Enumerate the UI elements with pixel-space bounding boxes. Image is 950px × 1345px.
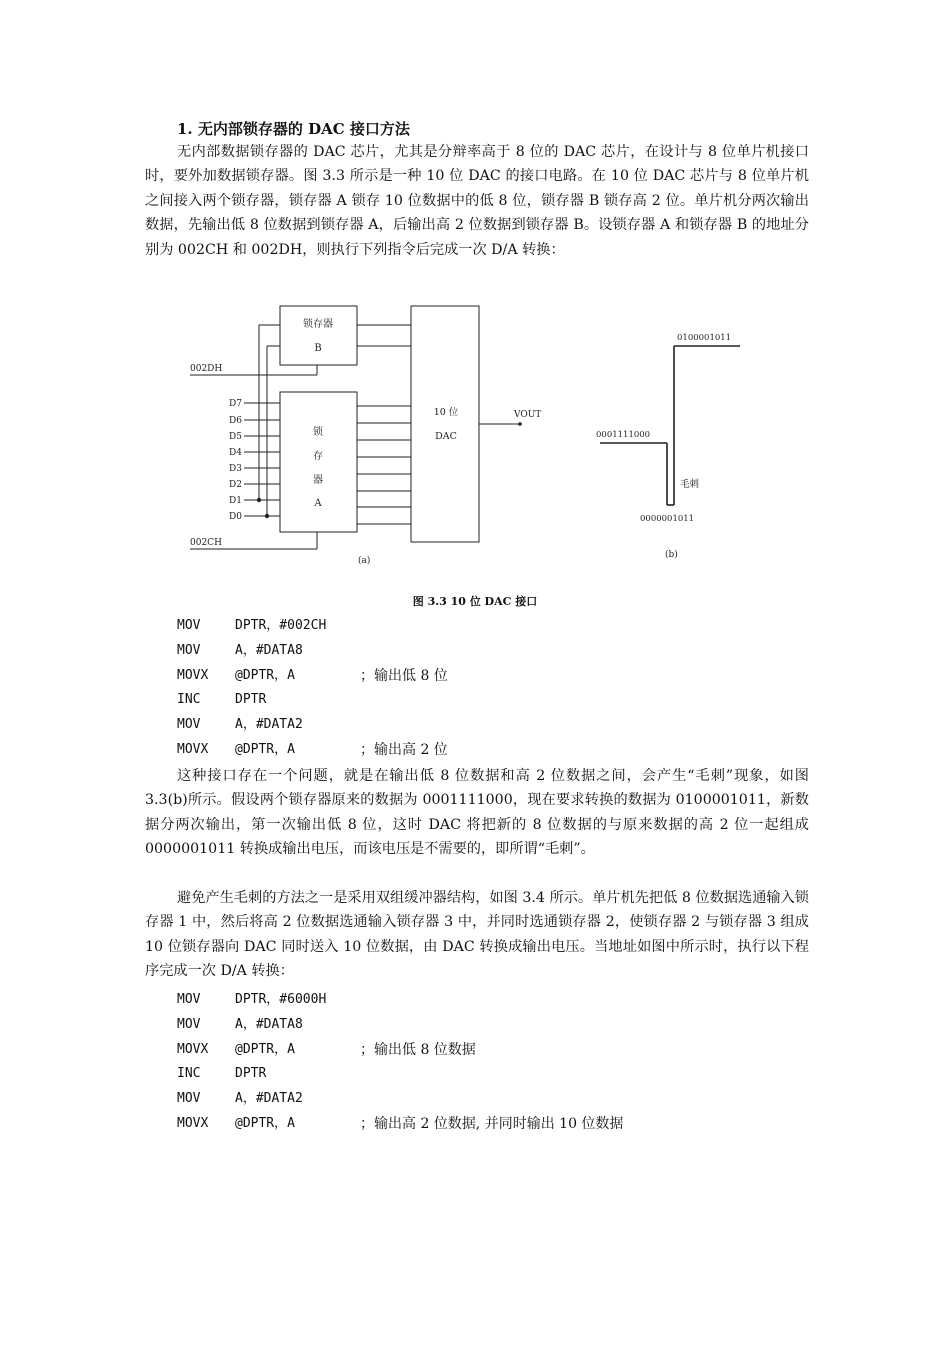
code-op: INC xyxy=(177,692,201,708)
latch-a-char-3: 器 xyxy=(313,475,323,486)
code-op: MOV xyxy=(177,618,201,633)
paragraph-glitch xyxy=(145,764,809,862)
waveform-old-value: 0001111000 xyxy=(596,430,651,440)
latch-b-box xyxy=(280,306,357,365)
paragraph-intro-text: 无内部数据锁存器的 DAC 芯片，尤其是分辩率高于 8 位的 DAC 芯片，在设计与 8 位单片机接口时，要外加数据锁存器。图 3.3 所示是一种 10 位 DAC 的接口电路。在 10 位 DAC 芯片与 8 位单片机之间接入两个锁存器，锁存器 A 锁存 10 位数据中的低 8 位，锁存器 B 锁存高 2 位。单片机分两次输出数据，先输出低 8 位数据到锁存器 A，后输出高 2 位数据到锁存器 B。设锁存器 A 和锁存器 B 的地址分别为 002CH 和 002DH，则执行下列指令后完成一次 D/A 转换： xyxy=(145,144,809,258)
code-op: MOVX xyxy=(177,1115,209,1131)
figure-dac-interface xyxy=(180,298,740,573)
code-comment: ；输出高 2 位 xyxy=(360,741,448,758)
data-line-label: D2 xyxy=(229,480,242,490)
data-line-label: D7 xyxy=(229,399,242,409)
code-arg: A，#DATA2 xyxy=(235,717,303,733)
data-line-label: D6 xyxy=(229,416,242,426)
code-arg: A，#DATA8 xyxy=(235,1016,303,1032)
glitch-label: 毛刺 xyxy=(680,479,700,490)
code-op: MOV xyxy=(177,1016,201,1032)
code-op: MOV xyxy=(177,642,201,658)
code-op: MOVX xyxy=(177,741,209,757)
data-line-label: D5 xyxy=(229,432,242,442)
paragraph-glitch-text: 这种接口存在一个问题，就是在输出低 8 位数据和高 2 位数据之间，会产生“毛刺”现象，如图 3.3(b)所示。假设两个锁存器原来的数据为 0001111000，现在要求转换的数据为 0100001011，新数据分两次输出，第一次输出低 8 位，这时 DAC 将把新的 8 位数据的与原来数据的高 2 位一起组成 0000001011 转换成输出电压，而该电压是不需要的，即所谓“毛刺”。 xyxy=(145,768,809,858)
code-op: MOVX xyxy=(177,667,209,683)
code-arg: DPTR xyxy=(235,1066,267,1082)
latch-a-box xyxy=(280,392,357,532)
latch-a-char-1: 锁 xyxy=(313,427,323,438)
code-op: MOV xyxy=(177,992,201,1007)
dac-box xyxy=(411,306,479,542)
data-line-label: D3 xyxy=(229,464,242,474)
latch-a-char-2: 存 xyxy=(313,451,323,462)
subfigure-a-label: (a) xyxy=(358,556,371,566)
latch-b-title: 锁存器 xyxy=(303,319,333,330)
vout-label: VOUT xyxy=(514,410,542,420)
latch-b-letter: B xyxy=(314,343,322,354)
latch-a-letter: A xyxy=(314,498,322,509)
subfigure-b-label: (b) xyxy=(665,550,678,560)
code-arg: @DPTR，A xyxy=(235,1041,295,1057)
code-op: MOV xyxy=(177,1091,201,1107)
code-op: MOVX xyxy=(177,1041,209,1057)
code-comment: ；输出低 8 位 xyxy=(360,667,448,684)
code-arg: @DPTR，A xyxy=(235,667,295,683)
data-line-label: D4 xyxy=(229,448,242,458)
figure-caption: 图 3.3 10 位 DAC 接口 xyxy=(412,595,538,608)
section-heading: 1. 无内部锁存器的 DAC 接口方法 xyxy=(177,120,410,138)
code-op: MOV xyxy=(177,717,201,733)
paragraph-double-buffer xyxy=(145,886,809,984)
paragraph-intro xyxy=(145,140,809,262)
data-line-label: D0 xyxy=(229,512,242,522)
code-op: INC xyxy=(177,1066,201,1082)
dac-title: 10 位 xyxy=(433,407,459,418)
data-line-label: D1 xyxy=(229,496,242,506)
code-arg: @DPTR，A xyxy=(235,1115,295,1131)
code-arg: A，#DATA2 xyxy=(235,1091,303,1107)
addr-a-label: 002CH xyxy=(190,538,222,548)
waveform-high-value: 0100001011 xyxy=(677,333,732,343)
paragraph-double-buffer-text: 避免产生毛刺的方法之一是采用双组缓冲器结构，如图 3.4 所示。单片机先把低 8 位数据选通输入锁存器 1 中，然后将高 2 位数据选通输入锁存器 3 中，并同时选通锁存器 2，使锁存器 2 与锁存器 3 组成 10 位锁存器向 DAC 同时送入 10 位数据，由 DAC 转换成输出电压。当地址如图中所示时，执行以下程序完成一次 D/A 转换： xyxy=(145,890,809,980)
waveform-glitch-value: 0000001011 xyxy=(640,514,695,524)
code-arg: A，#DATA8 xyxy=(235,642,303,658)
code-arg: DPTR，#6000H xyxy=(235,992,327,1007)
code-comment: ；输出低 8 位数据 xyxy=(360,1041,476,1058)
code-arg: DPTR xyxy=(235,692,267,708)
addr-b-label: 002DH xyxy=(190,364,223,374)
code-comment: ；输出高 2 位数据, 并同时输出 10 位数据 xyxy=(360,1115,624,1132)
dac-label: DAC xyxy=(435,431,457,442)
code-arg: DPTR，#002CH xyxy=(235,618,327,633)
code-arg: @DPTR，A xyxy=(235,741,295,757)
